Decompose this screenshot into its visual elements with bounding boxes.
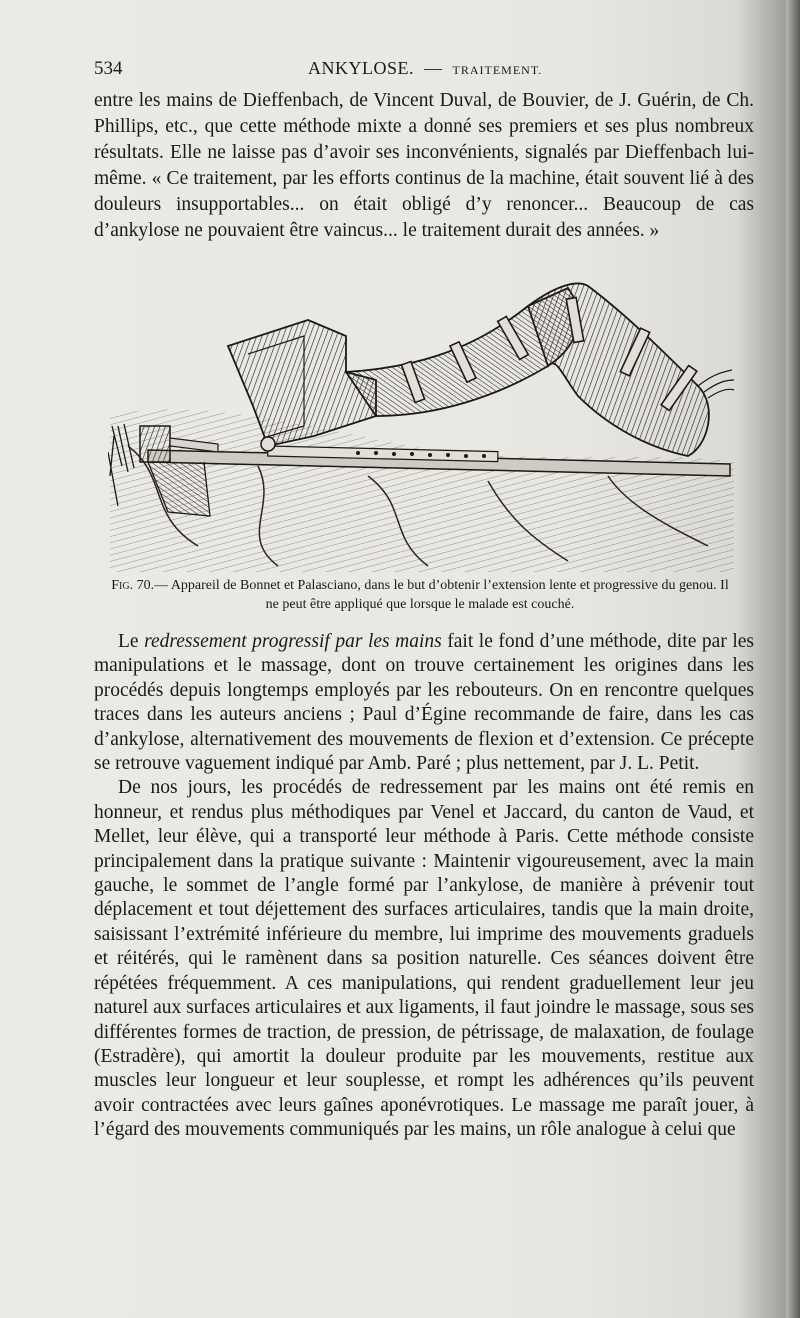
page-gutter-shadow [786,0,800,1318]
title-dash: — [424,58,443,78]
page-number: 534 [94,58,123,79]
running-title [308,58,542,79]
section-title: TRAITEMENT. [452,63,543,77]
paragraph-modern-methods: De nos jours, les procédés de redressement par les mains ont été remis en honneur, et rendus plus méthodiques par Venel et Jaccard, du canton de Vaud, et Mellet, leur élève, qui a transporté leur méthode à Paris. Cette méthode consiste principalement dans la pratique suivante : Maintenir vigoureusement, avec la main gauche, le sommet de l’angle formé par l’ankylose, de manière à prévenir tout déplacement et tout déjettement des surfaces articulaires, tandis que la main droite, saisissant l’extrémité inférieure du membre, lui imprime des mouvements graduels et réitérés, qui le ramènent dans sa position naturelle. Ces séances doivent être répétées fréquemment. A ces manipulations, qui rendent graduellement leur jeu naturel aux surfaces articulaires et aux ligaments, il faut joindre le massage, sous ses différentes formes de traction, de pression, de pétrissage, de malaxation, de foulage (Estradère), qui amortit la douleur produite par les mouvements, restitue aux muscles leur longueur et leur souplesse, et rompt les adhérences qu’ils peuvent avoir contractées avec leurs gaînes aponévrotiques. Le massage me paraît jouer, à l’égard des mouvements communiqués par les mains, un rôle analogue à celui que [94,777,754,1141]
text-block-top [94,88,754,244]
figure-illustration [108,276,736,572]
figure-label: Fig. 70. [111,578,155,593]
text-block-bottom [94,630,754,1143]
paragraph-manual-straightening [94,630,754,776]
paragraph-rest: fait le fond d’une méthode, dite par les manipulations et le massage, dont on trouve certainement les origines dans les procédés depuis longtemps employés par les rebouteurs. On en rencontre quelques traces dans les auteurs anciens ; Paul d’Égine recommande de faire, dans les cas d’ankylose, alternativement des mouvements de flexion et d’extension. Ce précepte se retrouve vaguement indiqué par Amb. Paré ; plus nettement, par J. L. Petit. [94,631,755,775]
paragraph-continued: entre les mains de Dieffenbach, de Vincent Duval, de Bouvier, de J. Guérin, de Ch. Phillips, etc., que cette méthode mixte a donné ses premiers et ses plus nombreux résultats. Elle ne laisse pas d’avoir ses inconvénients, signalés par Dieffenbach lui-même. « Ce traitement, par les efforts continus de la machine, était souvent lié à des douleurs insupportables... on était obligé d’y renoncer... Beaucoup de cas d’ankylose ne pouvaient être vaincus... le traitement durait des années. » [94,90,754,241]
figure-caption [110,576,730,614]
running-head [94,58,754,86]
knee-extension-apparatus-engraving [108,276,736,572]
paragraph-lead: Le [118,631,145,652]
figure-caption-text: — Appareil de Bonnet et Palasciano, dans le but d’obtenir l’extension lente et progressive du genou. Il ne peut être appliqué que lorsque le malade est couché. [154,578,729,612]
paragraph-emphasis: redressement progressif par les mains [144,631,442,652]
chapter-title: ANKYLOSE. [308,58,414,78]
